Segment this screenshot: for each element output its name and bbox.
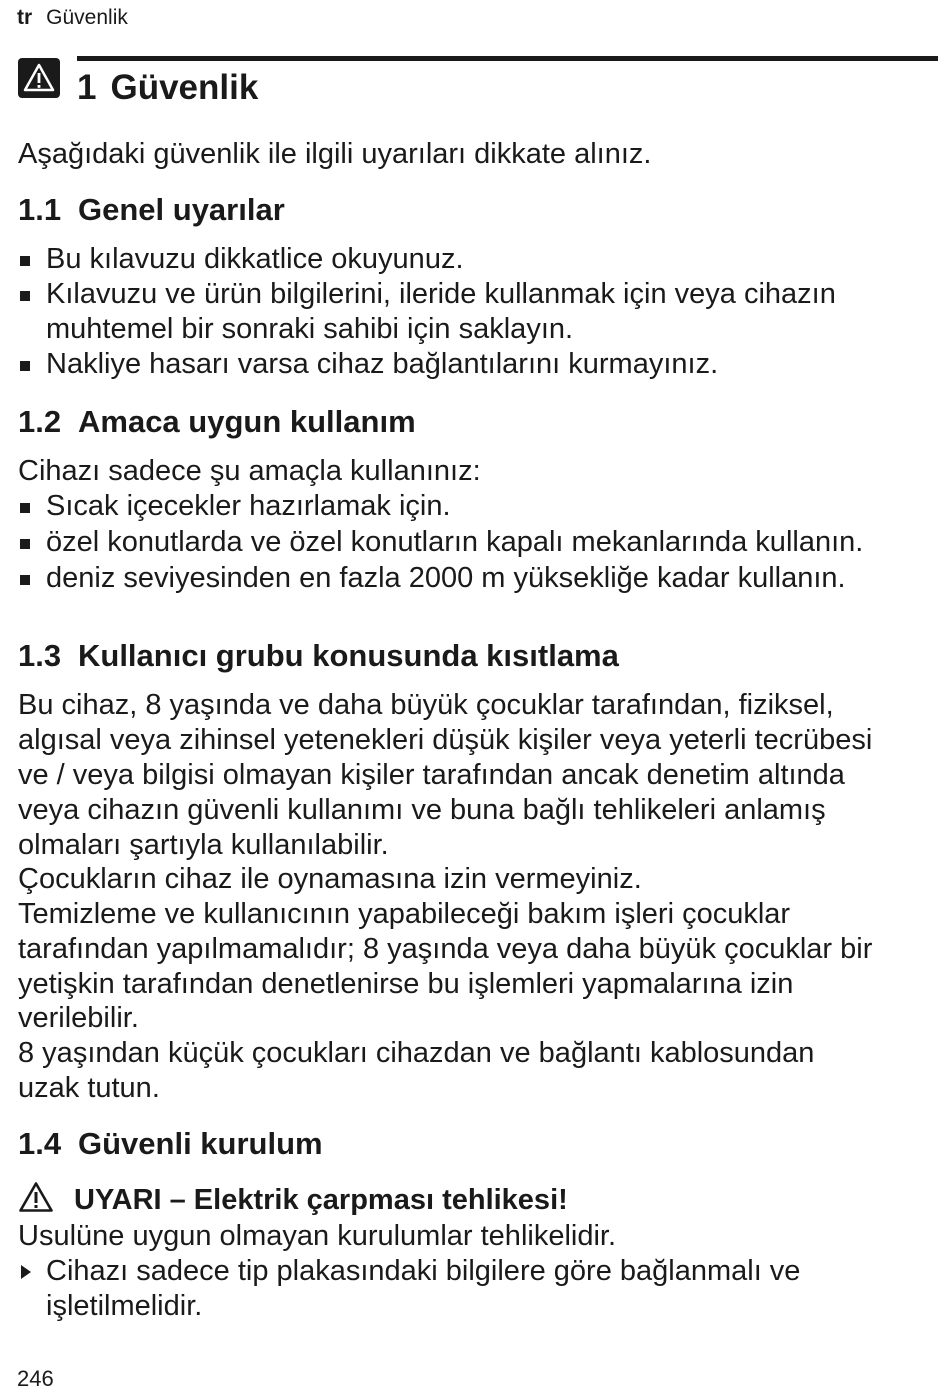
- bullet-square-icon: [20, 503, 30, 513]
- body-line: verilebilir.: [18, 1002, 139, 1034]
- bullet-square-icon: [20, 256, 30, 266]
- body-line: olmaları şartıyla kullanılabilir.: [18, 829, 389, 861]
- bullet-square-icon: [20, 575, 30, 585]
- body-line: tarafından yapılmamalıdır; 8 yaşında veya daha büyük çocuklar bir: [18, 933, 873, 965]
- list-item-text: Sıcak içecekler hazırlamak için.: [46, 490, 451, 522]
- bullet-square-icon: [20, 361, 30, 371]
- body-line: Bu cihaz, 8 yaşında ve daha büyük çocuklar tarafından, fiziksel,: [18, 689, 834, 721]
- body-line: yetişkin tarafından denetlenirse bu işlemleri yapmalarına izin: [18, 968, 794, 1000]
- section-number: 1.4: [18, 1126, 62, 1161]
- section-heading-1-1: [18, 192, 285, 228]
- running-header: [17, 6, 128, 30]
- section-title: Amaca uygun kullanım: [78, 404, 416, 439]
- list-item-text: özel konutlarda ve özel konutların kapalı mekanlarında kullanın.: [46, 526, 864, 558]
- body-line: 8 yaşından küçük çocukları cihazdan ve bağlantı kablosundan: [18, 1037, 815, 1069]
- list-item-text: deniz seviyesinden en fazla 2000 m yüksekliğe kadar kullanın.: [46, 562, 846, 594]
- header-section: Güvenlik: [46, 6, 128, 29]
- section-heading-1-4: [18, 1126, 323, 1162]
- step-text: işletilmelidir.: [46, 1290, 203, 1322]
- section-heading-1-3: [18, 638, 619, 674]
- step-arrow-icon: [21, 1265, 31, 1279]
- chapter-title-text: Güvenlik: [110, 68, 259, 107]
- page-number: 246: [17, 1366, 54, 1391]
- section-number: 1.3: [18, 638, 62, 673]
- body-line: algısal veya zihinsel yetenekleri düşük kişiler veya yeterli tecrübesi: [18, 724, 873, 756]
- warning-triangle-icon: [18, 58, 60, 98]
- body-line: veya cihazın güvenli kullanımı ve buna bağlı tehlikeleri anlamış: [18, 794, 826, 826]
- section-number: 1.2: [18, 404, 62, 439]
- list-item-text: Bu kılavuzu dikkatlice okuyunuz.: [46, 243, 464, 275]
- step-text: Cihazı sadece tip plakasındaki bilgilere göre bağlanmalı ve: [46, 1255, 801, 1287]
- list-item-text: Kılavuzu ve ürün bilgilerini, ileride kullanmak için veya cihazın: [46, 278, 836, 310]
- warning-text: UYARI – Elektrik çarpması tehlikesi!: [74, 1184, 568, 1216]
- body-line: Temizleme ve kullanıcının yapabileceği bakım işleri çocuklar: [18, 898, 791, 930]
- body-line: Çocukların cihaz ile oynamasına izin vermeyiniz.: [18, 863, 642, 895]
- section-number: 1.1: [18, 192, 62, 227]
- body-line: ve / veya bilgisi olmayan kişiler tarafından ancak denetim altında: [18, 759, 845, 791]
- chapter-rule: [77, 56, 938, 61]
- chapter-number: 1: [77, 68, 97, 107]
- warning-triangle-icon: [18, 1181, 54, 1213]
- section-title: Kullanıcı grubu konusunda kısıtlama: [78, 638, 619, 673]
- section-lead: Usulüne uygun olmayan kurulumlar tehlikelidir.: [18, 1220, 617, 1252]
- chapter-title: [77, 68, 258, 108]
- language-code: tr: [17, 6, 33, 29]
- list-item-text: muhtemel bir sonraki sahibi için saklayın.: [46, 313, 574, 345]
- section-heading-1-2: [18, 404, 416, 440]
- bullet-square-icon: [20, 539, 30, 549]
- intro-text: Aşağıdaki güvenlik ile ilgili uyarıları dikkate alınız.: [18, 138, 652, 170]
- section-lead: Cihazı sadece şu amaçla kullanınız:: [18, 455, 481, 487]
- body-line: uzak tutun.: [18, 1072, 160, 1104]
- section-title: Genel uyarılar: [78, 192, 285, 227]
- section-title: Güvenli kurulum: [78, 1126, 323, 1161]
- list-item-text: Nakliye hasarı varsa cihaz bağlantılarını kurmayınız.: [46, 348, 719, 380]
- bullet-square-icon: [20, 291, 30, 301]
